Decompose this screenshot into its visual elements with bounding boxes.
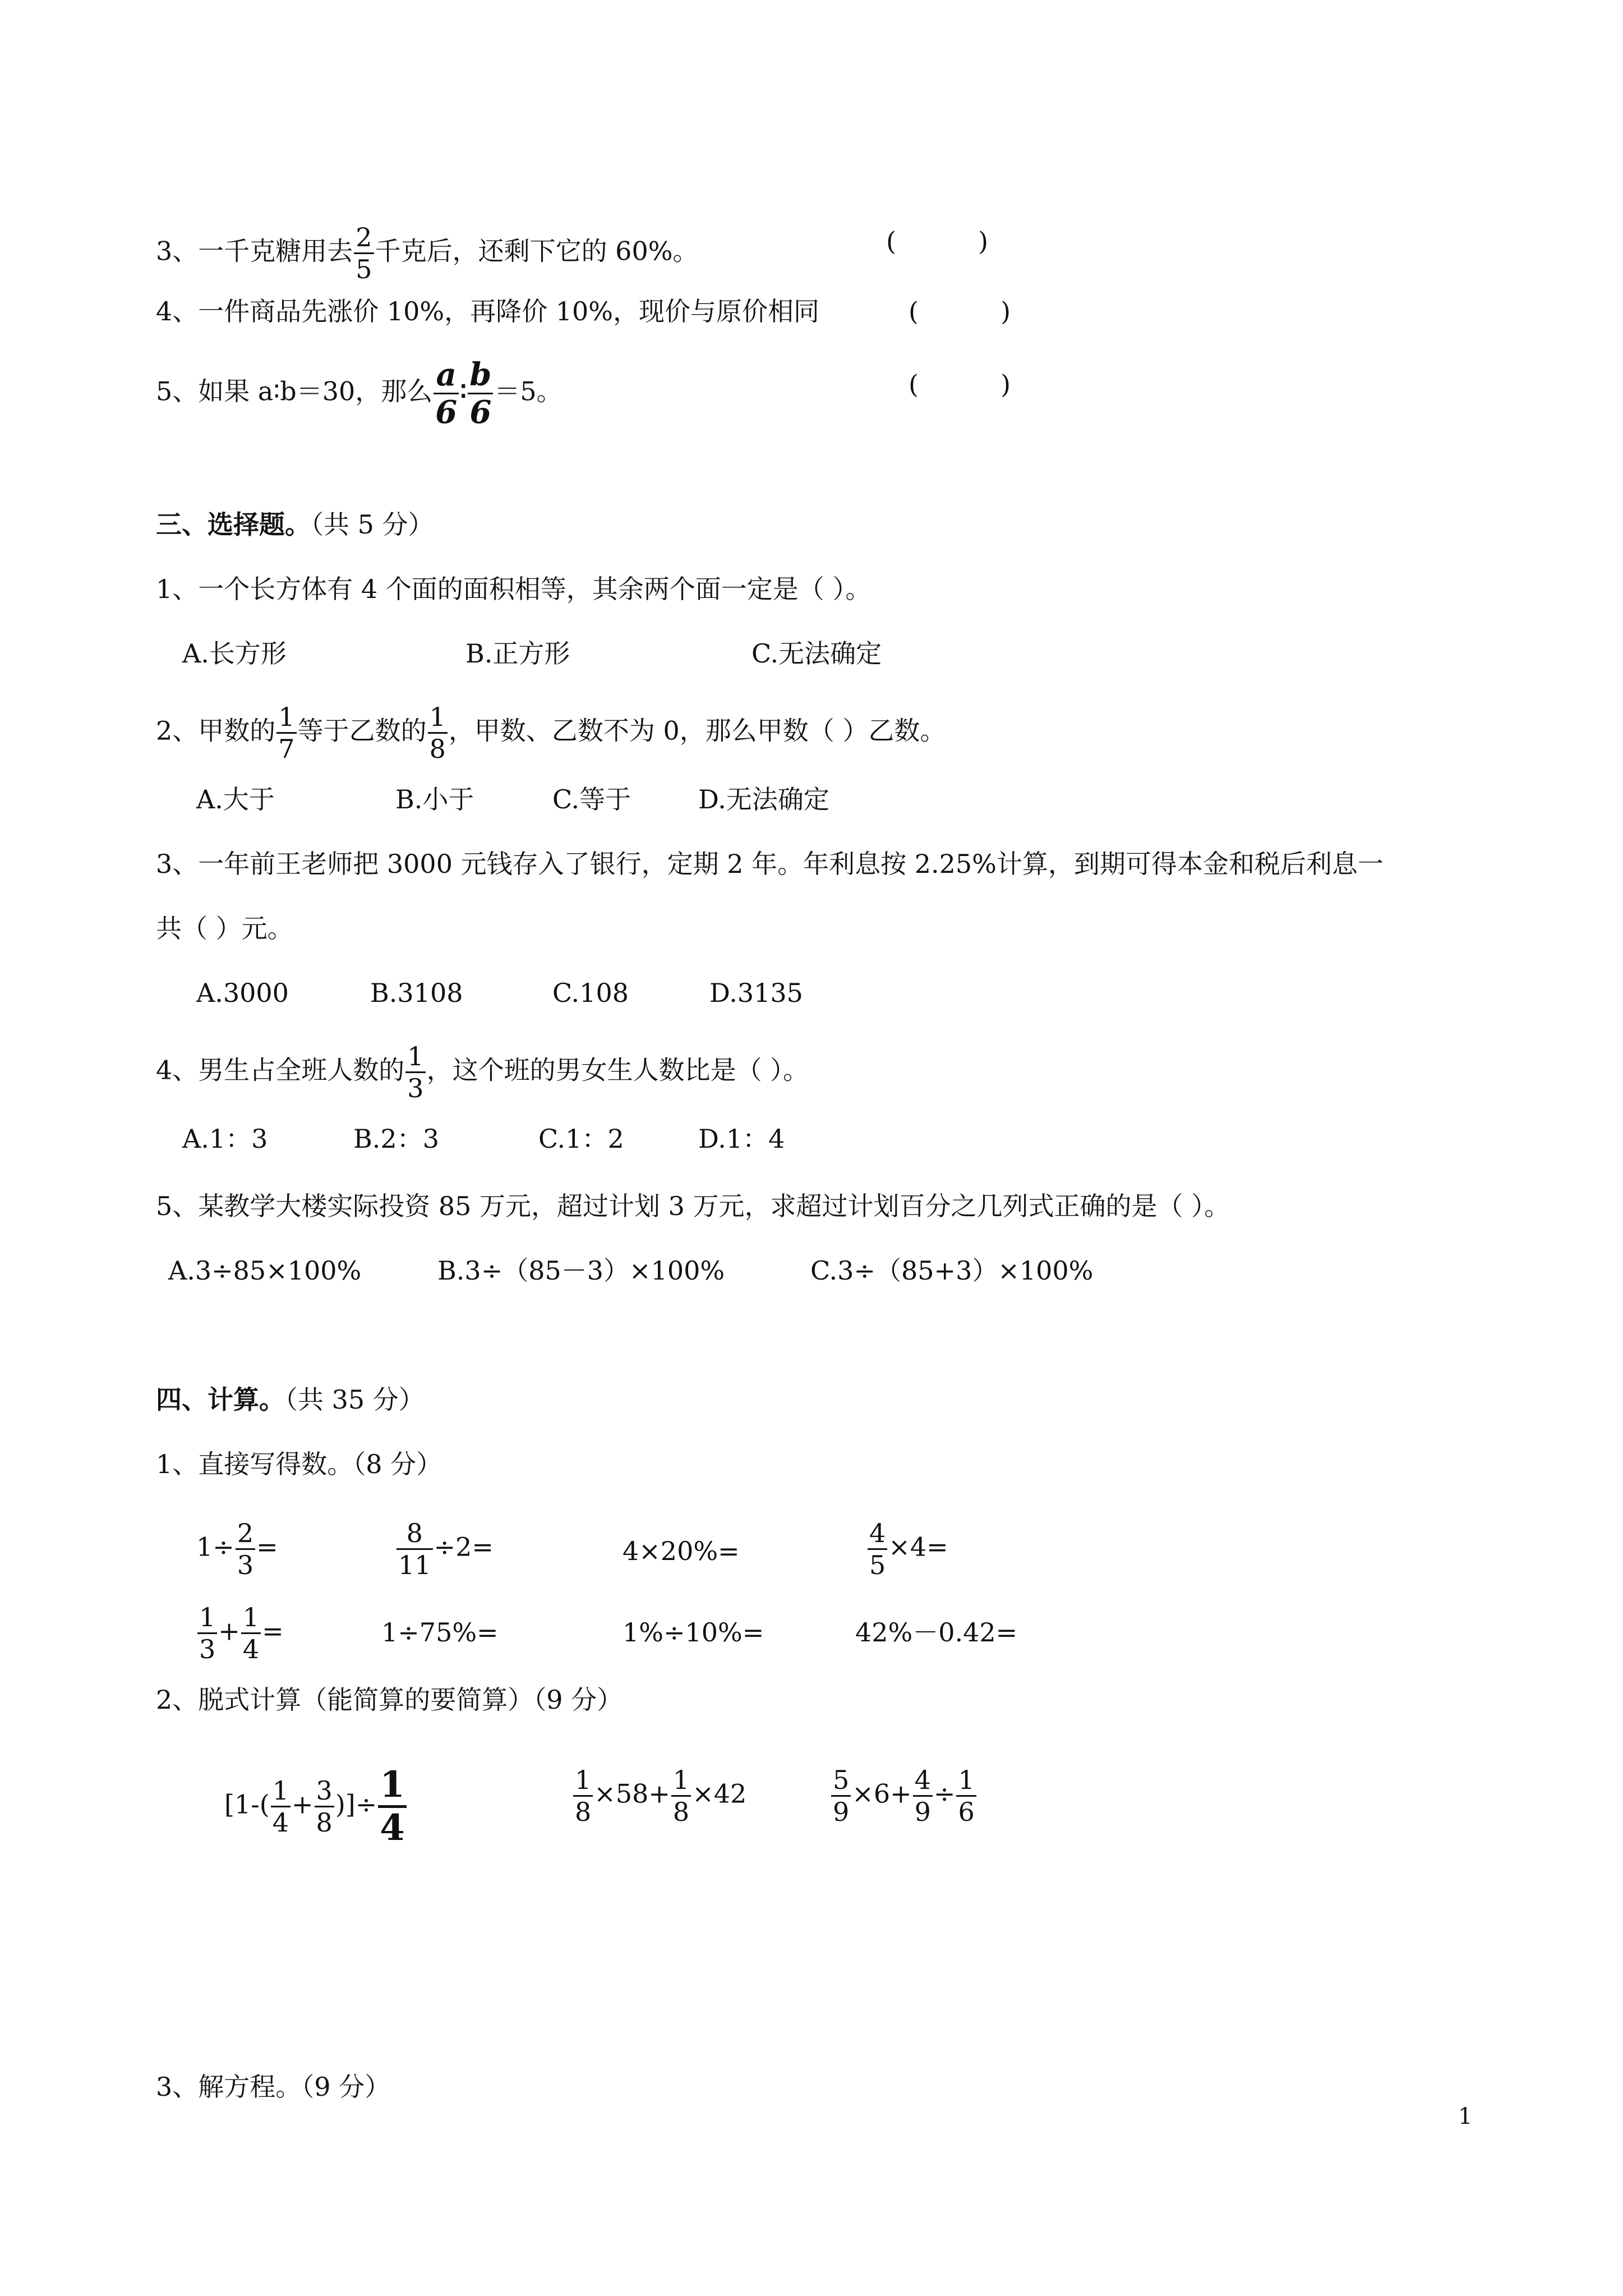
fraction: [271, 1775, 291, 1838]
fraction: [405, 1043, 425, 1101]
option-d[interactable]: D.1：4: [698, 1124, 785, 1154]
fraction: [913, 1767, 933, 1825]
denominator: 5: [869, 1550, 886, 1580]
denominator: 8: [429, 734, 446, 764]
question-text: 等于乙数的: [297, 715, 427, 746]
denominator: 8: [316, 1807, 333, 1838]
question-text: 千克后，还剩下它的 60%。: [375, 236, 699, 266]
option-a[interactable]: A.大于: [196, 784, 275, 815]
calc-part-1-title: 1、直接写得数。（8 分）: [156, 1449, 442, 1479]
oral-calc-item: 4×20%=: [623, 1536, 740, 1566]
numerator: 1: [241, 1604, 261, 1634]
question-text: 2、甲数的: [156, 715, 276, 746]
judge-question-5: [156, 356, 562, 431]
choice-question-2: [156, 704, 946, 762]
numerator: 3: [315, 1778, 334, 1807]
question-text: ，甲数、乙数不为 0，那么甲数（ ）乙数。: [448, 715, 946, 746]
numerator: 2: [236, 1520, 255, 1550]
oral-calc-item: [196, 1604, 284, 1662]
fraction: [831, 1767, 851, 1825]
denominator: 4: [380, 1807, 405, 1849]
fraction: [573, 1767, 593, 1825]
expr-text: ×58+: [594, 1778, 670, 1809]
fraction: [956, 1767, 976, 1825]
choice-question-4: [156, 1043, 809, 1101]
judge-question-3: [156, 224, 698, 282]
expr-text: ÷: [933, 1778, 956, 1809]
page-number: 1: [1458, 2104, 1473, 2129]
option-a[interactable]: A.1：3: [182, 1124, 268, 1154]
option-c[interactable]: C.无法确定: [751, 638, 882, 669]
stepwise-expr-3: [830, 1767, 978, 1825]
oral-calc-item: [196, 1520, 278, 1578]
denominator: 3: [407, 1073, 424, 1103]
numerator: 1: [405, 1043, 425, 1073]
denominator: 6: [469, 394, 492, 431]
numerator: 1: [378, 1767, 407, 1808]
stepwise-expr-2: [572, 1767, 746, 1825]
answer-blank[interactable]: ( ): [886, 226, 989, 256]
question-text: ，这个班的男女生人数比是（ ）。: [426, 1055, 809, 1085]
fraction: [396, 1520, 433, 1578]
section-title: 三、选择题。: [156, 509, 311, 540]
expr-text: ÷2=: [434, 1531, 494, 1562]
numerator: 4: [913, 1767, 933, 1797]
judge-question-4: 4、一件商品先涨价 10%，再降价 10%，现价与原价相同: [156, 296, 819, 326]
fraction: [468, 356, 493, 431]
calc-part-3-title: 3、解方程。（9 分）: [156, 2072, 391, 2102]
fraction: [428, 704, 448, 762]
answer-blank[interactable]: ( ): [909, 296, 1011, 326]
denominator: 4: [242, 1634, 260, 1664]
option-b[interactable]: B.小于: [395, 784, 474, 815]
question-text: 4、男生占全班人数的: [156, 1055, 405, 1085]
expr-text: ×42: [692, 1778, 747, 1809]
oral-calc-item: [866, 1520, 948, 1578]
section-title: 四、计算。: [156, 1384, 285, 1415]
denominator: 9: [833, 1797, 850, 1827]
expr-text: )]÷: [335, 1789, 377, 1820]
denominator: 4: [272, 1807, 289, 1838]
fraction: [197, 1604, 217, 1662]
fraction: [354, 224, 374, 282]
option-b[interactable]: B.正方形: [465, 638, 570, 669]
option-a[interactable]: A.3÷85×100%: [168, 1255, 362, 1286]
option-a[interactable]: A.长方形: [182, 638, 287, 669]
expr-text: =: [256, 1531, 278, 1562]
fraction: [671, 1767, 691, 1825]
denominator: 7: [278, 734, 295, 764]
numerator: 5: [831, 1767, 851, 1797]
numerator: a: [434, 359, 459, 394]
choice-question-5: 5、某教学大楼实际投资 85 万元，超过计划 3 万元，求超过计划百分之几列式正确的是（ ）。: [156, 1191, 1230, 1221]
denominator: 9: [914, 1797, 931, 1827]
section-score: （共 35 分）: [285, 1384, 425, 1415]
fraction: [315, 1775, 334, 1838]
numerator: 2: [354, 224, 374, 254]
expr-text: ×4=: [888, 1531, 948, 1562]
oral-calc-item: 1%÷10%=: [623, 1617, 764, 1648]
section-heading-choice: [156, 508, 434, 541]
question-text: ＝5。: [494, 376, 562, 407]
numerator: 1: [573, 1767, 593, 1797]
fraction: [241, 1604, 261, 1662]
denominator: 8: [575, 1797, 592, 1827]
option-c[interactable]: C.等于: [552, 784, 631, 815]
numerator: 1: [271, 1778, 291, 1807]
numerator: b: [468, 359, 493, 394]
expr-text: ×6+: [852, 1778, 912, 1809]
section-score: （共 5 分）: [311, 509, 434, 540]
calc-part-2-title: 2、脱式计算（能简算的要简算）（9 分）: [156, 1685, 623, 1715]
fraction: [276, 704, 296, 762]
denominator: 6: [958, 1797, 975, 1827]
option-d[interactable]: D.3135: [709, 978, 803, 1008]
fraction: [868, 1520, 887, 1578]
denominator: 5: [356, 254, 372, 284]
stepwise-expr-1: [224, 1764, 408, 1849]
expr-text: +: [291, 1789, 313, 1820]
answer-blank[interactable]: ( ): [909, 369, 1011, 399]
fraction: [434, 356, 459, 431]
numerator: 1: [428, 704, 448, 734]
option-c[interactable]: C.3÷（85+3）×100%: [810, 1255, 1094, 1286]
ratio-sign: ∶: [460, 376, 467, 407]
denominator: 11: [398, 1550, 431, 1580]
denominator: 3: [199, 1634, 216, 1664]
numerator: 8: [396, 1520, 433, 1550]
option-b[interactable]: B.2：3: [353, 1124, 439, 1154]
option-b[interactable]: B.3108: [370, 978, 463, 1008]
option-b[interactable]: B.3÷（85－3）×100%: [437, 1255, 725, 1286]
numerator: 1: [276, 704, 296, 734]
choice-question-1: 1、一个长方体有 4 个面的面积相等，其余两个面一定是（ ）。: [156, 574, 872, 604]
fraction: [378, 1764, 407, 1849]
expr-text: +: [218, 1616, 240, 1646]
oral-calc-item: 42%－0.42=: [855, 1617, 1018, 1648]
denominator: 6: [435, 394, 458, 431]
numerator: 1: [671, 1767, 691, 1797]
option-c[interactable]: C.108: [552, 978, 629, 1008]
fraction: [236, 1520, 255, 1578]
option-c[interactable]: C.1：2: [538, 1124, 624, 1154]
numerator: 1: [197, 1604, 217, 1634]
expr-text: [1-(: [224, 1789, 270, 1820]
expr-text: 1÷: [196, 1531, 234, 1562]
oral-calc-item: 1÷75%=: [381, 1617, 499, 1648]
denominator: 3: [237, 1550, 254, 1580]
choice-question-3-line2: 共（ ）元。: [156, 913, 293, 944]
question-text: 5、如果 a∶b＝30，那么: [156, 376, 433, 407]
section-heading-calc: [156, 1383, 425, 1416]
choice-question-3-line1: 3、一年前王老师把 3000 元钱存入了银行，定期 2 年。年利息按 2.25%计算，到期可得本金和税后利息一: [156, 849, 1384, 879]
denominator: 8: [672, 1797, 690, 1827]
oral-calc-item: [395, 1520, 494, 1578]
expr-text: =: [262, 1616, 284, 1646]
option-a[interactable]: A.3000: [196, 978, 289, 1008]
numerator: 4: [868, 1520, 887, 1550]
numerator: 1: [956, 1767, 976, 1797]
question-text: 3、一千克糖用去: [156, 236, 353, 266]
option-d[interactable]: D.无法确定: [698, 784, 829, 815]
